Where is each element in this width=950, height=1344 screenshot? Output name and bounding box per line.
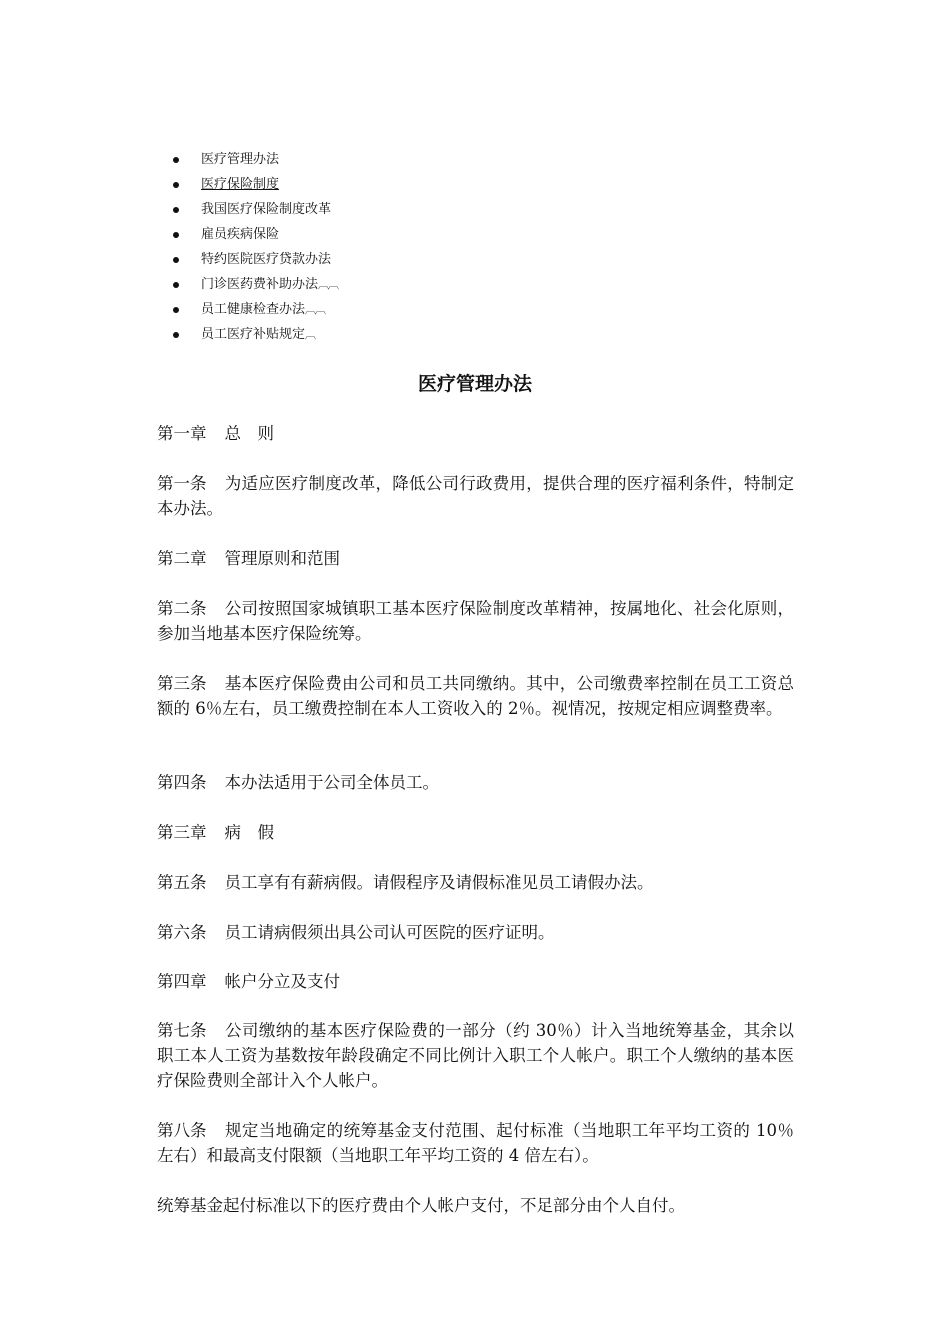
bullet-icon [173,182,179,188]
article-number: 第一条 [157,474,207,493]
chapter-heading [157,421,794,446]
chapter-number: 第二章 [157,549,207,568]
toc-item-hospital-loan[interactable] [170,250,338,275]
table-of-contents [170,150,338,350]
article-number: 第四条 [157,773,207,792]
toc-item-employee-sickness[interactable] [170,225,338,250]
toc-link-label[interactable]: 门诊医药费补助办法 [201,277,319,292]
article-number: 第五条 [157,873,207,892]
article-paragraph [157,596,794,646]
article-text: 基本医疗保险费由公司和员工共同缴纳。其中，公司缴费率控制在员工工资总额的 6％左右，员工缴费控制在本人工资收入的 2％。视情况，按规定相应调整费率。 [157,674,794,718]
article-paragraph [157,920,794,945]
chapter-heading [157,820,794,845]
article-paragraph [157,471,794,521]
chapter-title: 管理原则和范围 [224,549,340,568]
article-text: 公司缴纳的基本医疗保险费的一部分（约 30％）计入当地统筹基金，其余以职工本人工资为基数按年龄段确定不同比例计入职工个人帐户。职工个人缴纳的基本医疗保险费则全部计入个人帐户。 [157,1021,794,1090]
bullet-icon [173,307,179,313]
toc-item-health-check[interactable] [170,300,338,325]
toc-link-label[interactable]: 特约医院医疗贷款办法 [201,252,332,267]
toc-link-label[interactable]: 我国医疗保险制度改革 [201,202,332,217]
toc-link-label[interactable]: 员工健康检查办法 [201,302,306,317]
chapter-title: 帐户分立及支付 [224,972,340,991]
article-number: 第八条 [157,1121,207,1140]
toc-item-medical-insurance[interactable] [170,175,338,200]
toc-link-label[interactable]: 医疗保险制度 [201,177,280,192]
article-paragraph [157,870,794,895]
article-paragraph [157,1118,794,1168]
article-text: 本办法适用于公司全体员工。 [224,773,439,792]
chapter-number: 第四章 [157,972,207,991]
bullet-icon [173,282,179,288]
article-text: 公司按照国家城镇职工基本医疗保险制度改革精神，按属地化、社会化原则，参加当地基本医疗保险统筹。 [157,599,794,643]
toc-item-outpatient-subsidy[interactable] [170,275,338,300]
article-paragraph [157,1018,794,1093]
article-text: 员工享有有薪病假。请假程序及请假标准见员工请假办法。 [224,873,654,892]
toc-link-label[interactable]: 医疗管理办法 [201,152,280,167]
toc-link-label[interactable]: 员工医疗补贴规定 [201,327,306,342]
article-text: 为适应医疗制度改革，降低公司行政费用，提供合理的医疗福利条件，特制定本办法。 [157,474,794,518]
toc-item-medical-management[interactable] [170,150,338,175]
chapter-number: 第一章 [157,424,207,443]
bullet-icon [173,157,179,163]
toc-link-label[interactable]: 雇员疾病保险 [201,227,280,242]
document-title: 医疗管理办法 [417,373,532,395]
article-paragraph [157,671,794,721]
body-paragraph: 统筹基金起付标准以下的医疗费由个人帐户支付，不足部分由个人自付。 [157,1196,685,1215]
toc-marks: ︹ [305,328,316,341]
toc-marks: ︹︹ [318,278,339,291]
article-number: 第三条 [157,674,207,693]
bullet-icon [173,257,179,263]
article-number: 第二条 [157,599,207,618]
bullet-icon [173,207,179,213]
chapter-number: 第三章 [157,823,207,842]
article-paragraph [157,770,794,795]
article-text: 员工请病假须出具公司认可医院的医疗证明。 [224,923,555,942]
article-number: 第六条 [157,923,207,942]
toc-item-reform[interactable] [170,200,338,225]
chapter-heading [157,969,794,994]
article-number: 第七条 [157,1021,207,1040]
toc-item-medical-allowance[interactable] [170,325,338,350]
chapter-heading [157,546,794,571]
chapter-title: 病 假 [224,823,274,842]
chapter-title: 总 则 [224,424,274,443]
bullet-icon [173,332,179,338]
bullet-icon [173,232,179,238]
toc-marks: ︹︹ [305,303,326,316]
article-text: 规定当地确定的统筹基金支付范围、起付标准（当地职工年平均工资的 10％左右）和最高支付限额（当地职工年平均工资的 4 倍左右）。 [157,1121,794,1165]
